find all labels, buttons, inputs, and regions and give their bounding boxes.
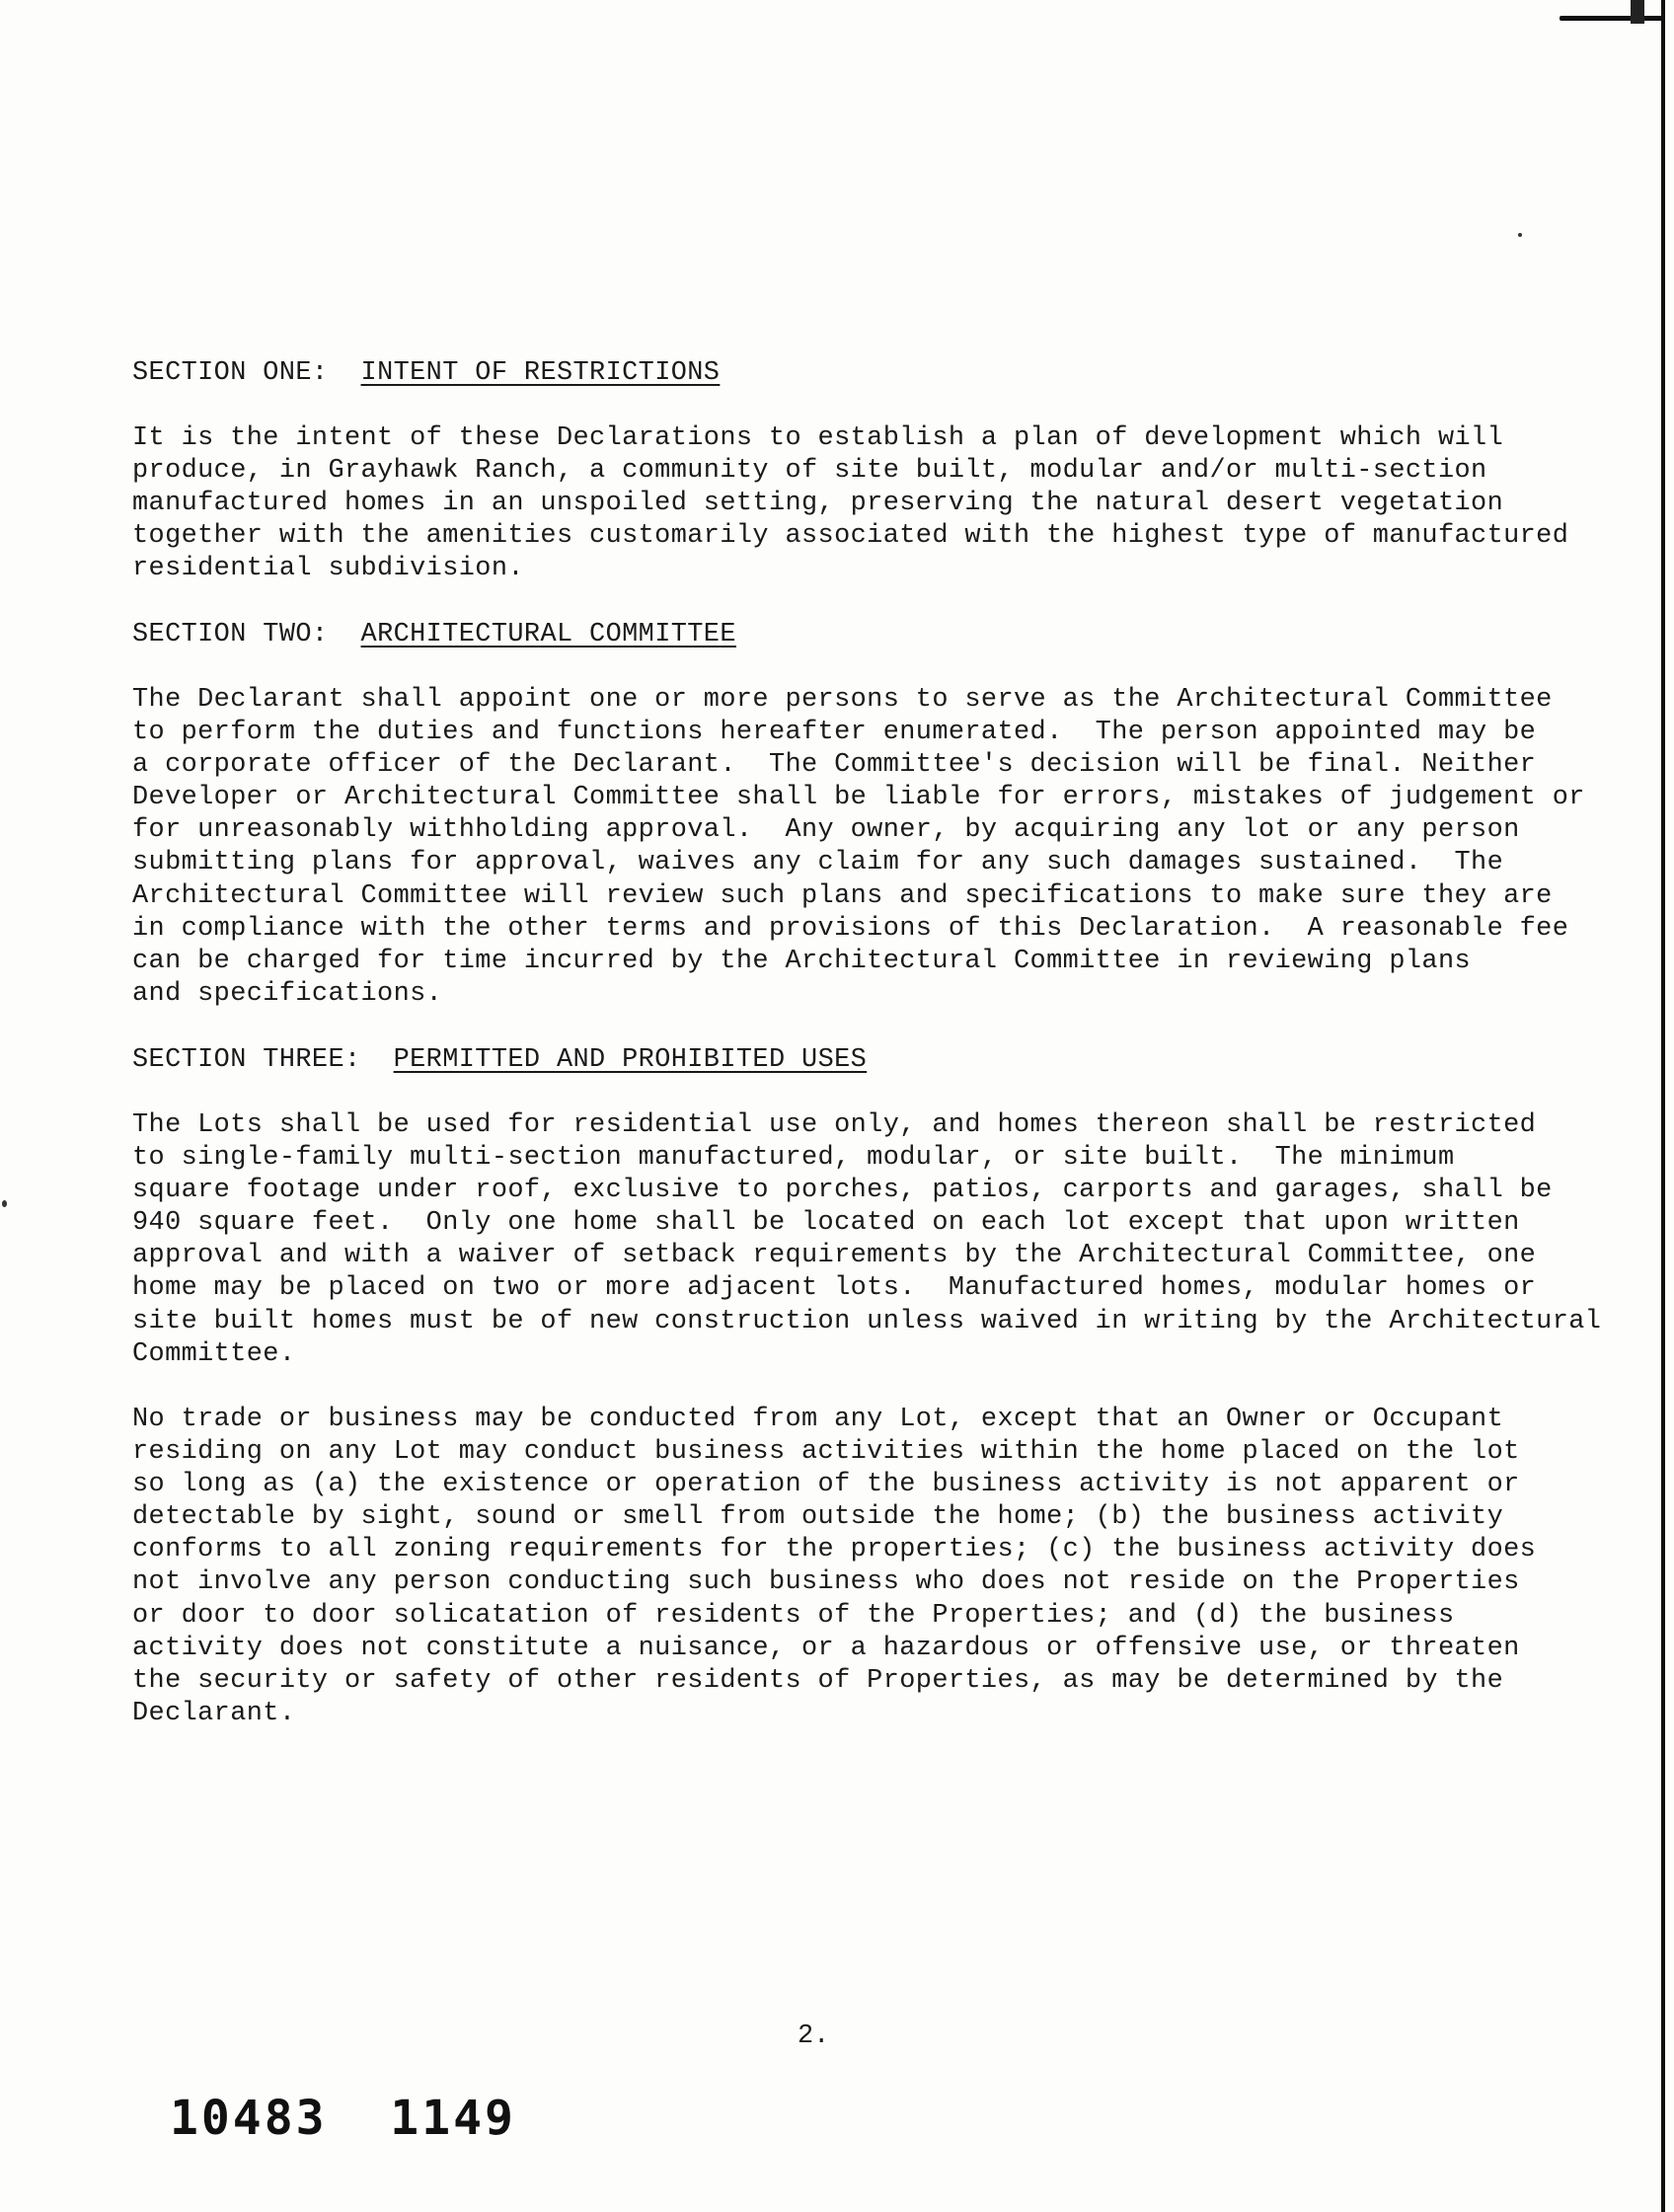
corner-mark <box>1560 16 1664 21</box>
section-one-heading <box>132 357 720 390</box>
section-two-paragraph: The Declarant shall appoint one or more persons to serve as the Architectural Committee to perform the duties and functions hereafter enumerated. The person appointed may be a corporate officer of the Declarant. The Committee's decision will be final. Neither Developer or Architectural Committee shall be liable for errors, mistakes of judgement or for unreasonably withholding approval. Any owner, by acquiring any lot or any person submitting plans for approval, waives any claim for any such damages sustained. The Architectural Committee will review such plans and specifications to make sure they are in compliance with the other terms and provisions of this Declaration. A reasonable fee can be charged for time incurred by the Architectural Committee in reviewing plans and specifications. <box>132 685 1585 1009</box>
section-one-paragraph: It is the intent of these Declarations to establish a plan of development which will produce, in Grayhawk Ranch, a community of site built, modular and/or multi-section manufactured homes in an unspoiled setting, preserving the natural desert vegetation together with the amenities customarily associated with the highest type of manufactured residential subdivision. <box>132 423 1569 584</box>
section-three-paragraph-2: No trade or business may be conducted from any Lot, except that an Owner or Occupant residing on any Lot may conduct business activities within the home placed on the lot so long as (a) the existence or operation of the business activity is not apparent or detectable by sight, sound or smell from outside the home; (b) the business activity conforms to all zoning requirements for the properties; (c) the business activity does not involve any person conducting such business who does not reside on the Properties or door to door solicatation of residents of the Properties; and (d) the business activity does not constitute a nuisance, or a hazardous or offensive use, or threaten the security or safety of other residents of Properties, as may be determined by the Declarant. <box>132 1405 1537 1728</box>
recording-stamp: 10483 1149 <box>170 2091 516 2146</box>
section-three-label: SECTION THREE: <box>132 1045 361 1075</box>
section-three-heading <box>132 1044 867 1077</box>
scan-edge <box>1661 0 1665 2212</box>
scan-speck <box>2 1200 7 1207</box>
section-two-heading <box>132 619 736 651</box>
scan-speck <box>1518 233 1522 237</box>
page-number: 2. <box>798 2021 830 2051</box>
section-two-label: SECTION TWO: <box>132 620 329 649</box>
section-three-title: PERMITTED AND PROHIBITED USES <box>393 1045 868 1075</box>
section-three-paragraph-1: The Lots shall be used for residential use only, and homes thereon shall be restricted to single-family multi-section manufactured, modular, or site built. The minimum square footage under roof, exclusive to porches, patios, carports and garages, shall be 940 square feet. Only one home shall be located on each lot except that upon written approval and with a waiver of setback requirements by the Architectural Committee, one home may be placed on two or more adjacent lots. Manufactured homes, modular homes or site built homes must be of new construction unless waived in writing by the Architectural Committee. <box>132 1110 1602 1369</box>
corner-tick <box>1631 0 1644 24</box>
section-one-label: SECTION ONE: <box>132 358 329 388</box>
section-two-title: ARCHITECTURAL COMMITTEE <box>360 620 736 649</box>
section-one-title: INTENT OF RESTRICTIONS <box>360 358 721 388</box>
